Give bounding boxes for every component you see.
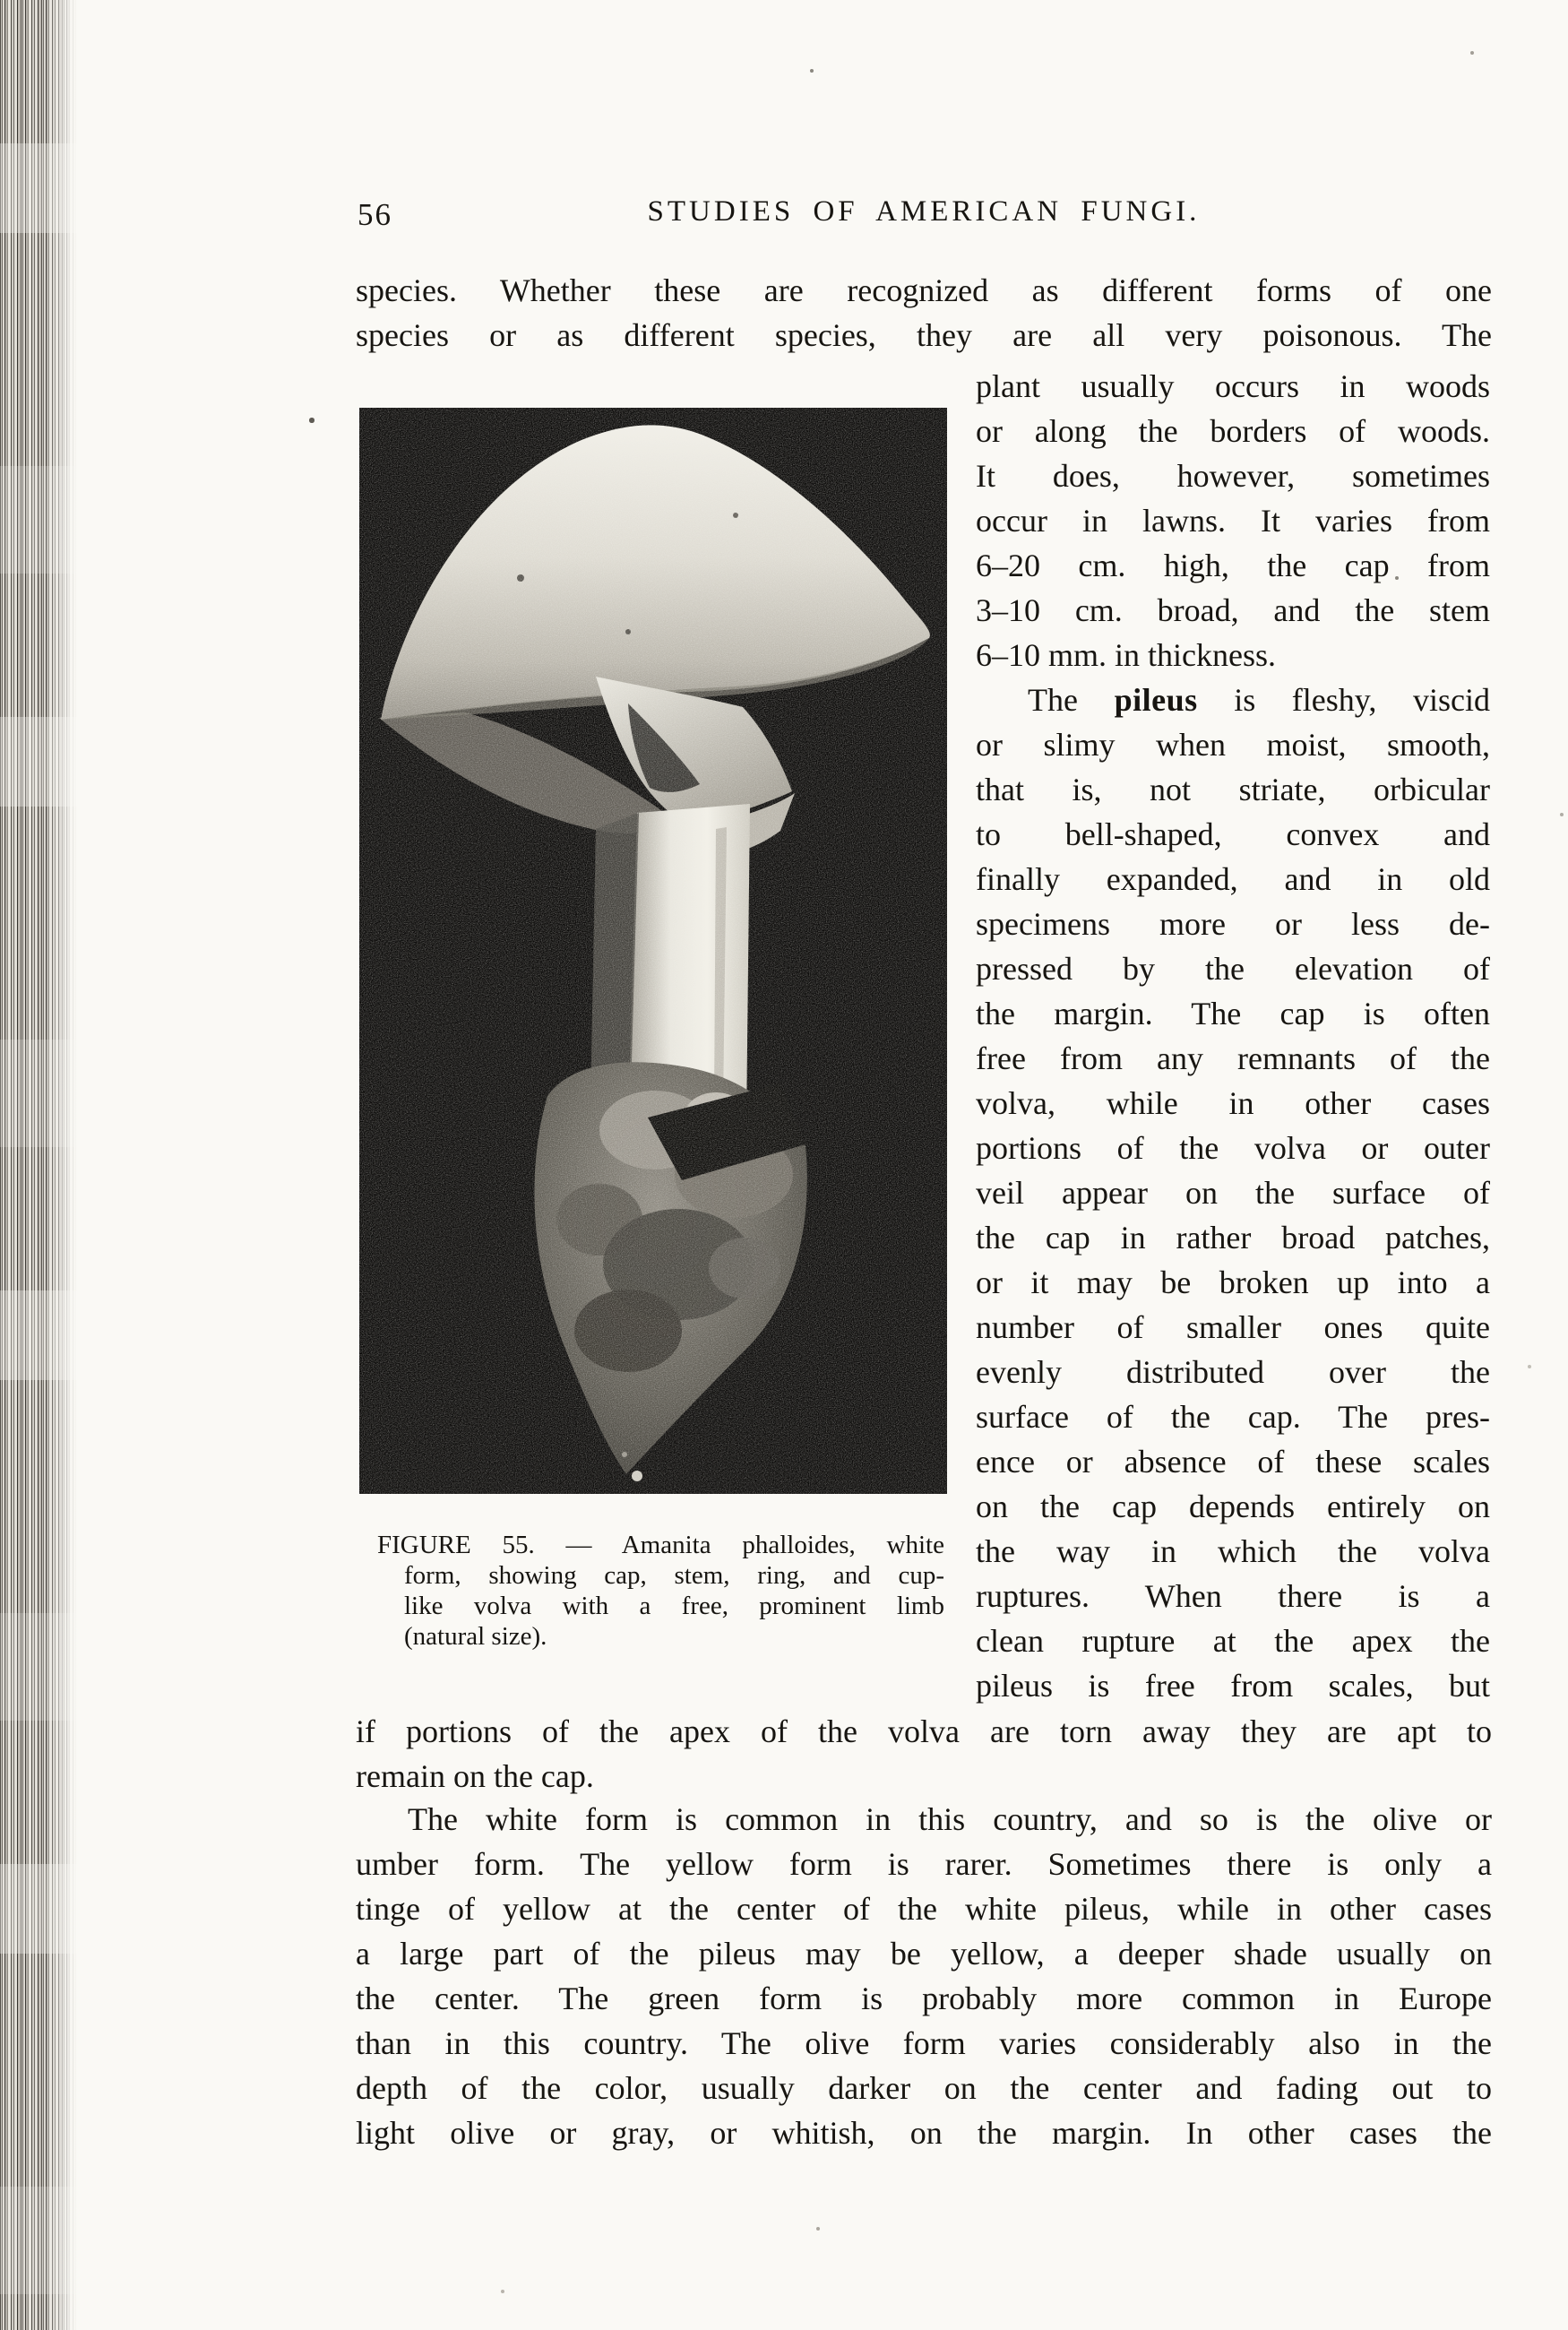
text-line: or along the borders of woods. xyxy=(976,413,1490,449)
text-line: FIGURE 55. — Amanita phalloides, white xyxy=(377,1531,944,1559)
text-line: form, showing cap, stem, ring, and cup- xyxy=(404,1561,944,1590)
text-line: veil appear on the surface of xyxy=(976,1175,1490,1211)
closing-paragraph xyxy=(356,1797,1492,2155)
text-line: species. Whether these are recognized as different forms of one xyxy=(356,272,1492,308)
text-line: umber form. The yellow form is rarer. Sometimes there is only a xyxy=(356,1846,1492,1882)
page-header xyxy=(356,195,1492,238)
text-line: 3–10 cm. broad, and the stem xyxy=(976,592,1490,628)
text-line: the margin. The cap is often xyxy=(976,996,1490,1031)
text-line: surface of the cap. The pres- xyxy=(976,1399,1490,1435)
text-line: pileus is free from scales, but xyxy=(976,1668,1490,1704)
running-title: STUDIES OF AMERICAN FUNGI. xyxy=(647,195,1201,228)
text-line: to bell-shaped, convex and xyxy=(976,816,1490,852)
text-line: than in this country. The olive form varies considerably also in the xyxy=(356,2025,1492,2061)
text-line: species or as different species, they are all very poisonous. The xyxy=(356,317,1492,353)
binding-edge-texture xyxy=(0,0,77,2330)
text-line: ence or absence of these scales xyxy=(976,1444,1490,1480)
text-line: volva, while in other cases xyxy=(976,1085,1490,1121)
text-line: the center. The green form is probably more common in Europe xyxy=(356,1980,1492,2016)
text-line: like volva with a free, prominent limb xyxy=(404,1592,944,1620)
text-line: plant usually occurs in woods xyxy=(976,368,1490,404)
text-line: 6–20 cm. high, the cap from xyxy=(976,548,1490,583)
right-column-text xyxy=(976,364,1490,1708)
text-line: evenly distributed over the xyxy=(976,1354,1490,1390)
halftone-grain xyxy=(359,408,947,1494)
text-line: ruptures. When there is a xyxy=(976,1578,1490,1614)
text-line: that is, not striate, orbicular xyxy=(976,772,1490,807)
text-line: depth of the color, usually darker on the center and fading out to xyxy=(356,2070,1492,2106)
text-line: number of smaller ones quite xyxy=(976,1309,1490,1345)
text-line: the cap in rather broad patches, xyxy=(976,1220,1490,1256)
text-line: It does, however, sometimes xyxy=(976,458,1490,494)
text-line: tinge of yellow at the center of the white pileus, while in other cases xyxy=(356,1891,1492,1927)
text-line: or slimy when moist, smooth, xyxy=(976,727,1490,763)
page-number: 56 xyxy=(358,197,392,232)
text-line: a large part of the pileus may be yellow, a deeper shade usually on xyxy=(356,1936,1492,1972)
text-line: the way in which the volva xyxy=(976,1533,1490,1569)
text-line: finally expanded, and in old xyxy=(976,861,1490,897)
text-line: free from any remnants of the xyxy=(976,1040,1490,1076)
text-line: (natural size). xyxy=(404,1622,547,1651)
text-line: The white form is common in this country, and so is the olive or xyxy=(408,1801,1492,1837)
text-line: pressed by the elevation of xyxy=(976,951,1490,987)
text-line: clean rupture at the apex the xyxy=(976,1623,1490,1659)
text-line: 6–10 mm. in thickness. xyxy=(976,637,1276,673)
continuation-paragraph xyxy=(356,1709,1492,1799)
figure-55-photo xyxy=(359,408,947,1494)
text-line: remain on the cap. xyxy=(356,1758,594,1794)
text-line: The pileus is fleshy, viscid xyxy=(1028,682,1490,718)
text-line: if portions of the apex of the volva are torn away they are apt to xyxy=(356,1713,1492,1749)
text-line: specimens more or less de- xyxy=(976,906,1490,942)
text-line: light olive or gray, or whitish, on the margin. In other cases the xyxy=(356,2115,1492,2151)
text-line: portions of the volva or outer xyxy=(976,1130,1490,1166)
mushroom-photograph xyxy=(359,408,947,1494)
text-line: or it may be broken up into a xyxy=(976,1264,1490,1300)
figure-caption xyxy=(377,1530,944,1652)
scan-specks xyxy=(0,0,2,2)
text-line: occur in lawns. It varies from xyxy=(976,503,1490,539)
text-line: on the cap depends entirely on xyxy=(976,1489,1490,1524)
intro-paragraph xyxy=(356,268,1492,358)
